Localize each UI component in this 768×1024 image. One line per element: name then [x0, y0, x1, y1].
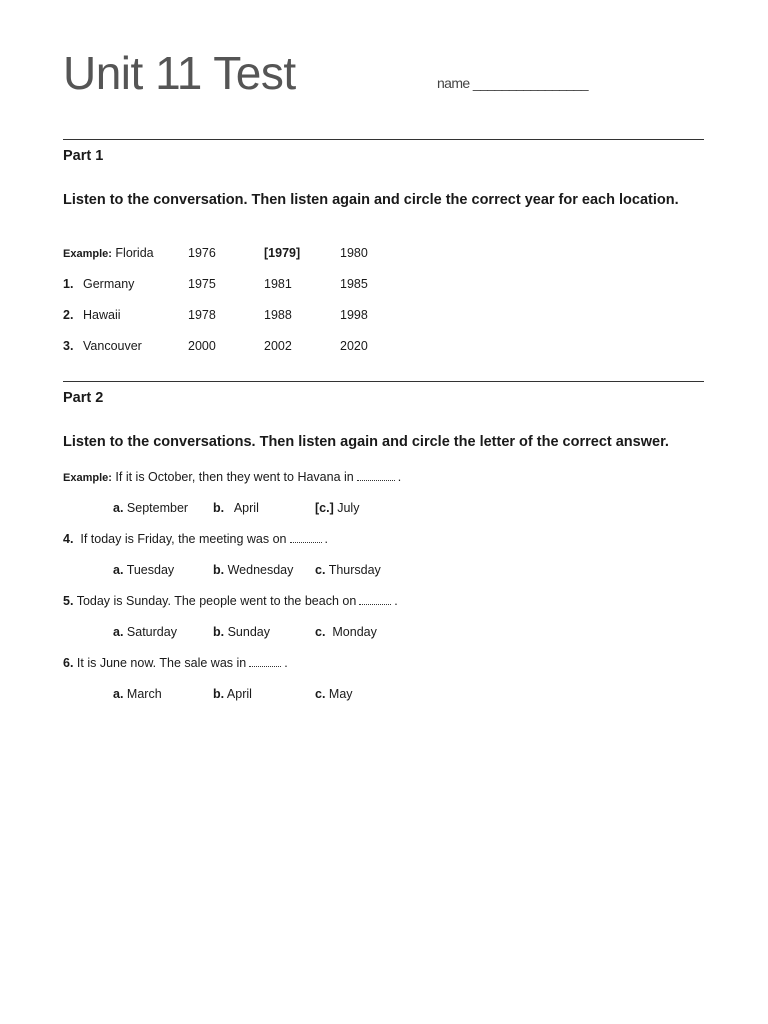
option-text: April	[226, 687, 252, 701]
answer-option[interactable]	[315, 625, 377, 639]
option-text: Tuesday	[126, 563, 175, 577]
answer-blank	[359, 595, 391, 605]
answer-option-circled[interactable]	[315, 501, 359, 515]
row-location: Hawaii	[83, 308, 121, 322]
option-text: April	[233, 501, 259, 515]
option-text: Monday	[332, 625, 377, 639]
row-location: Vancouver	[83, 339, 142, 353]
row-number: 1.	[63, 277, 74, 291]
option-text: July	[337, 501, 360, 515]
year-option[interactable]: 2000	[188, 339, 216, 353]
answer-option[interactable]	[213, 625, 270, 639]
divider	[63, 139, 704, 140]
answer-blank	[290, 533, 322, 543]
year-option[interactable]: 2002	[264, 339, 292, 353]
option-text: September	[126, 501, 189, 515]
answer-option[interactable]	[213, 501, 259, 515]
row-number: 2.	[63, 308, 74, 322]
part2-instructions: Listen to the conversations. Then listen again and circle the letter of the correct answer.	[63, 434, 669, 450]
year-option[interactable]: 1988	[264, 308, 292, 322]
option-text: Sunday	[227, 625, 270, 639]
option-letter: [c.]	[315, 501, 334, 515]
name-field[interactable]: name ________________	[437, 75, 588, 91]
option-letter: b.	[213, 501, 225, 515]
example-location: Florida	[115, 246, 154, 260]
year-option[interactable]: 1976	[188, 246, 216, 260]
question-text: If today is Friday, the meeting was on	[80, 532, 287, 546]
option-letter: c.	[315, 687, 326, 701]
answer-option[interactable]	[213, 687, 252, 701]
question-end: .	[394, 594, 398, 608]
question-number: 6.	[63, 656, 74, 670]
year-option[interactable]: 2020	[340, 339, 368, 353]
option-letter: a.	[113, 563, 124, 577]
option-letter: b.	[213, 687, 225, 701]
option-letter: a.	[113, 501, 124, 515]
answer-option[interactable]	[213, 563, 293, 577]
row-location: Germany	[83, 277, 135, 291]
example-label: Example:	[63, 248, 112, 260]
answer-option[interactable]	[113, 501, 188, 515]
year-option[interactable]: 1975	[188, 277, 216, 291]
divider	[63, 381, 704, 382]
option-text: Saturday	[126, 625, 177, 639]
question-end: .	[397, 470, 402, 484]
year-option[interactable]: 1998	[340, 308, 368, 322]
answer-option[interactable]	[113, 687, 162, 701]
option-letter: a.	[113, 687, 124, 701]
year-option[interactable]: 1981	[264, 277, 292, 291]
year-option[interactable]: 1978	[188, 308, 216, 322]
option-text: March	[126, 687, 162, 701]
question-text: If it is October, then they went to Havana in	[115, 470, 354, 484]
part2-heading: Part 2	[63, 390, 104, 406]
answer-option[interactable]	[315, 687, 353, 701]
year-option[interactable]: 1985	[340, 277, 368, 291]
question-text: It is June now. The sale was in	[76, 656, 247, 670]
option-text: May	[328, 687, 353, 701]
answer-blank	[249, 657, 281, 667]
option-letter: b.	[213, 625, 225, 639]
option-letter: a.	[113, 625, 124, 639]
answer-option[interactable]	[113, 625, 177, 639]
question-4	[63, 532, 328, 546]
option-letter: c.	[315, 563, 326, 577]
option-text: Wednesday	[227, 563, 294, 577]
row-number: 3.	[63, 339, 74, 353]
year-option-circled[interactable]: [1979]	[264, 246, 301, 260]
question-6	[63, 656, 288, 670]
answer-option[interactable]	[113, 563, 174, 577]
part1-heading: Part 1	[63, 148, 104, 164]
part1-example-row	[63, 246, 154, 260]
question-number: 5.	[63, 594, 74, 608]
question-number: 4.	[63, 532, 74, 546]
question-end: .	[284, 656, 288, 670]
year-option[interactable]: 1980	[340, 246, 368, 260]
part1-instructions: Listen to the conversation. Then listen again and circle the correct year for each location.	[63, 192, 679, 208]
option-text: Thursday	[328, 563, 381, 577]
question-end: .	[324, 532, 328, 546]
example-label: Example:	[63, 472, 112, 484]
answer-blank	[357, 471, 395, 481]
page-title: Unit 11 Test	[63, 47, 296, 99]
option-letter: b.	[213, 563, 225, 577]
part2-example-question	[63, 470, 401, 484]
question-text: Today is Sunday. The people went to the beach on	[76, 594, 357, 608]
answer-option[interactable]	[315, 563, 381, 577]
question-5	[63, 594, 398, 608]
option-letter: c.	[315, 625, 326, 639]
